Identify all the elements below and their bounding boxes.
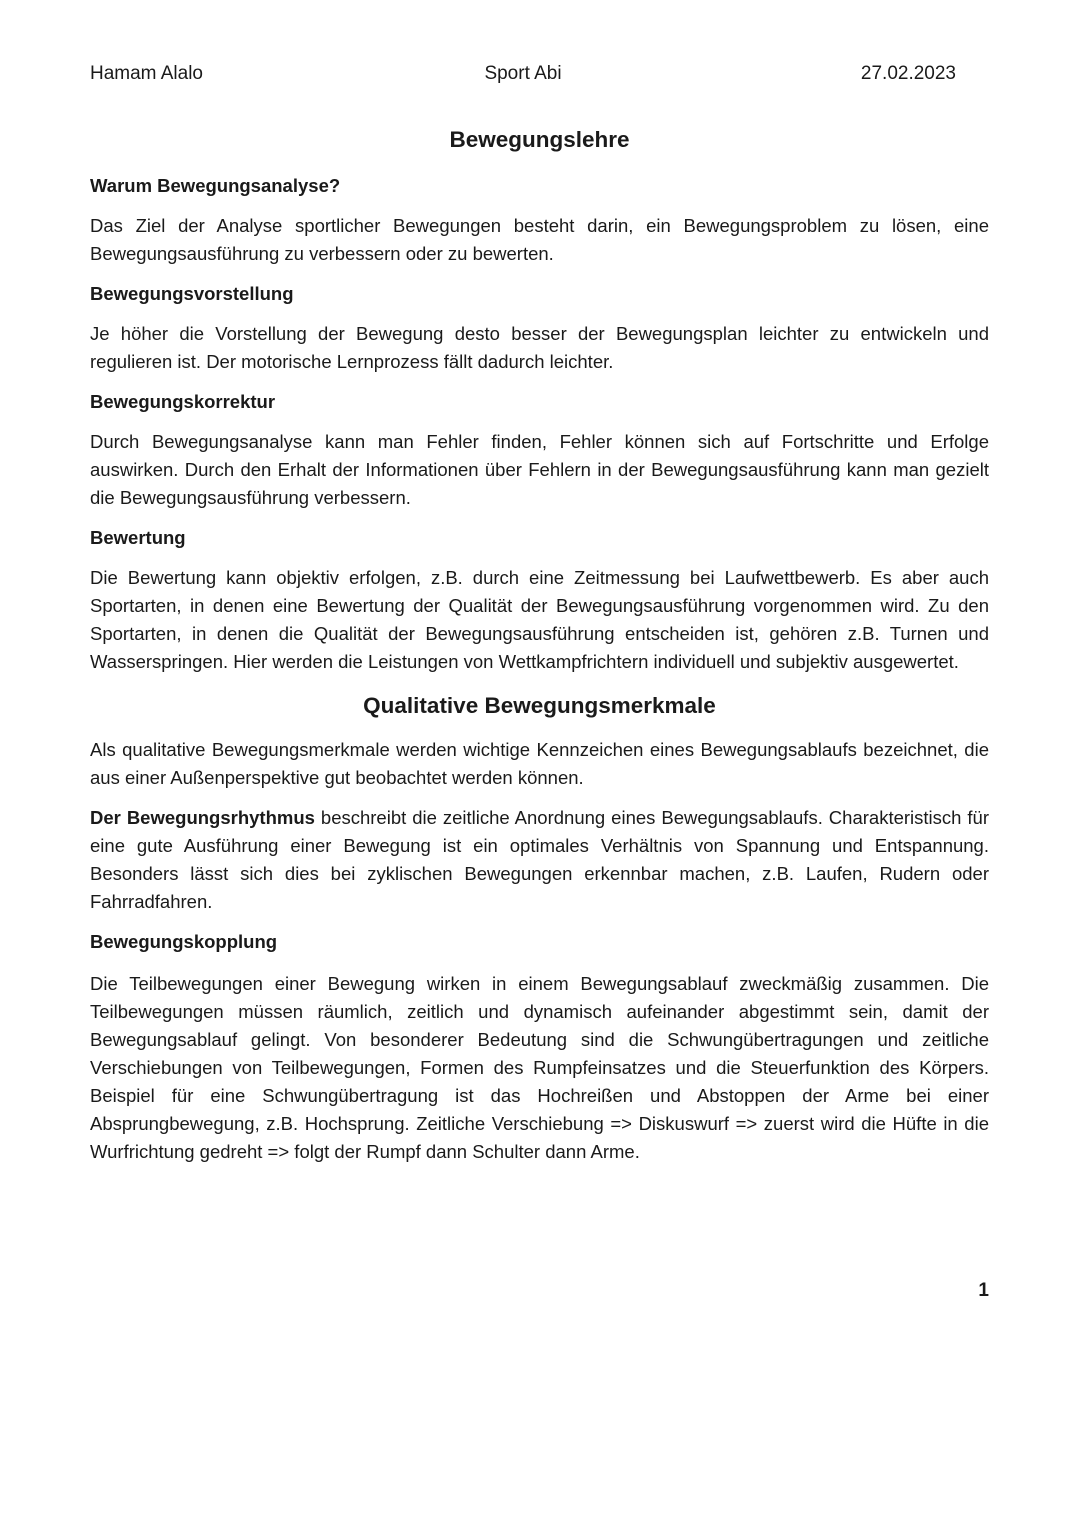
paragraph-warum-bewegungsanalyse: Das Ziel der Analyse sportlicher Bewegungen besteht darin, ein Bewegungsproblem zu lösen, eine Bewegungsausführung zu verbessern oder zu bewerten. <box>90 215 989 264</box>
paragraph-bewegungskorrektur: Durch Bewegungsanalyse kann man Fehler finden, Fehler können sich auf Fortschritte und Erfolge auswirken. Durch den Erhalt der Informationen über Fehlern in der Bewegungsausführung kann man gezielt die Bewegungsausführung verbessern. <box>90 431 989 508</box>
heading-bewegungskorrektur: Bewegungskorrektur <box>90 391 276 412</box>
heading-bewegungskopplung: Bewegungskopplung <box>90 931 278 952</box>
term-bewegungsrhythmus: Der Bewegungsrhythmus <box>90 807 315 828</box>
paragraph-bewegungsrhythmus <box>90 804 989 916</box>
page-header <box>90 63 956 91</box>
paragraph-qualitative-intro: Als qualitative Bewegungsmerkmale werden wichtige Kennzeichen eines Bewegungsablaufs bezeichnet, die aus einer Außenperspektive gut beobachtet werden können. <box>90 739 989 788</box>
header-date: 27.02.2023 <box>860 63 956 84</box>
paragraph-bewertung: Die Bewertung kann objektiv erfolgen, z.B. durch eine Zeitmessung bei Laufwettbewerb. Es aber auch Sportarten, in denen eine Bewertung der Qualität der Bewegungsausführung vorgenommen wird. Zu den Sportarten, in denen die Qualität der Bewegungsausführung entscheiden ist, gehören z.B. Turnen und Wasserspringen. Hier werden die Leistungen von Wettkampfrichtern individuell und subjektiv ausgewertet. <box>90 567 989 672</box>
page-number: 1 <box>978 1280 989 1301</box>
section-title-bewegungslehre: Bewegungslehre <box>449 127 630 152</box>
heading-warum-bewegungsanalyse: Warum Bewegungsanalyse? <box>90 175 341 196</box>
heading-bewertung: Bewertung <box>90 527 186 548</box>
page-content <box>90 124 989 1166</box>
section-title-qualitative-bewegungsmerkmale: Qualitative Bewegungsmerkmale <box>363 693 716 718</box>
paragraph-bewegungskopplung: Die Teilbewegungen einer Bewegung wirken in einem Bewegungsablauf zweckmäßig zusammen. Die Teilbewegungen müssen räumlich, zeitlich und dynamisch aufeinander abgestimmt sein, damit der Bewegungsablauf gelingt. Von besonderer Bedeutung sind die Schwungübertragungen und zeitliche Verschiebungen von Teilbewegungen, Formen des Rumpfeinsatzes und die Steuerfunktion des Körpers. Beispiel für eine Schwungübertragung ist das Hochreißen und Abstoppen der Arme bei einer Absprungbewegung, z.B. Hochsprung. Zeitliche Verschiebung => Diskuswurf => zuerst wird die Hüfte in die Wurfrichtung gedreht => folgt der Rumpf dann Schulter dann Arme. <box>90 973 989 1162</box>
heading-bewegungsvorstellung: Bewegungsvorstellung <box>90 283 294 304</box>
header-subject: Sport Abi <box>484 63 562 84</box>
paragraph-bewegungsvorstellung: Je höher die Vorstellung der Bewegung desto besser der Bewegungsplan leichter zu entwickeln und regulieren ist. Der motorische Lernprozess fällt dadurch leichter. <box>90 323 989 372</box>
header-author: Hamam Alalo <box>90 63 203 84</box>
text-bewegungsrhythmus: beschreibt die zeitliche Anordnung eines Bewegungsablaufs. Charakteristisch für eine gute Ausführung einer Bewegung ist ein optimales Verhältnis von Spannung und Entspannung. Besonders lässt sich dies bei zyklischen Bewegungen erkennbar machen, z.B. Laufen, Rudern oder Fahrradfahren. <box>90 807 989 912</box>
